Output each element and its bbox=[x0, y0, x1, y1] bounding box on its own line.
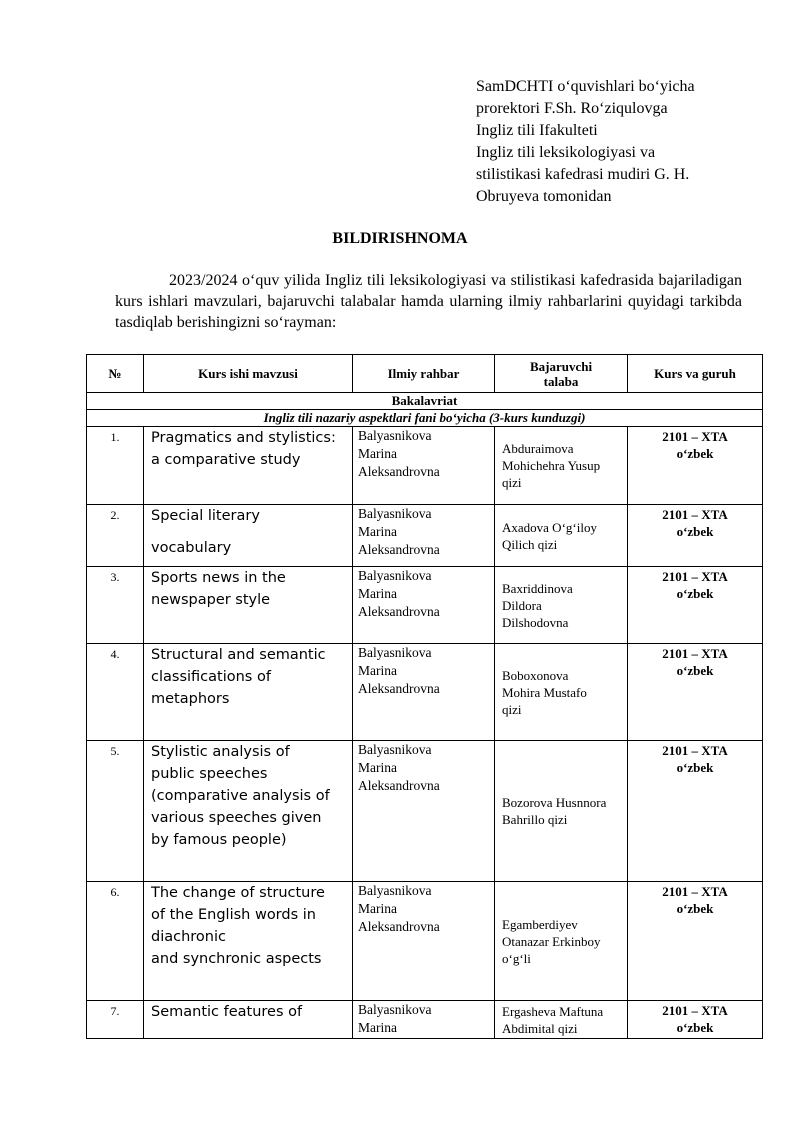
header-group: Kurs va guruh bbox=[628, 355, 763, 393]
student-line: Axadova O‘g‘iloy bbox=[502, 519, 597, 535]
topic-line: public speeches bbox=[151, 766, 268, 782]
student-line: Bahrillo qizi bbox=[502, 812, 568, 827]
row-number: 6. bbox=[87, 882, 144, 1001]
supervisor-cell bbox=[353, 427, 495, 505]
row-number: 1. bbox=[87, 427, 144, 505]
table-header-row bbox=[87, 355, 763, 393]
topic-line: a comparative study bbox=[151, 452, 301, 468]
topic-cell bbox=[144, 644, 353, 741]
topic-cell bbox=[144, 427, 353, 505]
supervisor-line: Balyasnikova bbox=[358, 645, 432, 660]
topic-line: Semantic features of bbox=[151, 1004, 303, 1020]
header-supervisor: Ilmiy rahbar bbox=[353, 355, 495, 393]
group-line: o‘zbek bbox=[676, 663, 714, 678]
section-row-level bbox=[87, 393, 763, 410]
group-cell bbox=[628, 1001, 763, 1039]
course-work-table bbox=[86, 354, 763, 1039]
supervisor-line: Aleksandrovna bbox=[358, 604, 440, 619]
student-line: Ergasheva Maftuna bbox=[502, 1003, 604, 1019]
supervisor-line: Balyasnikova bbox=[358, 506, 432, 521]
row-number: 2. bbox=[87, 505, 144, 567]
supervisor-line: Aleksandrovna bbox=[358, 919, 440, 934]
student-line: Dildora bbox=[502, 597, 542, 613]
supervisor-cell bbox=[353, 1001, 495, 1039]
student-cell bbox=[495, 567, 628, 644]
topic-line: and synchronic aspects bbox=[151, 951, 322, 967]
group-line: 2101 – XTA bbox=[662, 884, 728, 899]
topic-line: vocabulary bbox=[151, 540, 232, 556]
addressee-line: Ingliz tili Ifakulteti bbox=[476, 122, 598, 139]
table-row bbox=[87, 1001, 763, 1039]
addressee-line: SamDCHTI o‘quvishlari bo‘yicha bbox=[476, 78, 695, 95]
row-number: 7. bbox=[87, 1001, 144, 1039]
supervisor-cell bbox=[353, 741, 495, 882]
group-line: o‘zbek bbox=[676, 1020, 714, 1035]
supervisor-line: Marina bbox=[358, 760, 397, 775]
supervisor-line: Marina bbox=[358, 446, 397, 461]
supervisor-line: Aleksandrovna bbox=[358, 464, 440, 479]
student-cell bbox=[495, 882, 628, 1001]
supervisor-line: Aleksandrovna bbox=[358, 681, 440, 696]
group-cell bbox=[628, 505, 763, 567]
student-cell bbox=[495, 1001, 628, 1039]
student-line: Dilshodovna bbox=[502, 614, 569, 630]
supervisor-line: Marina bbox=[358, 586, 397, 601]
group-line: 2101 – XTA bbox=[662, 507, 728, 522]
topic-line: (comparative analysis of bbox=[151, 788, 330, 804]
group-cell bbox=[628, 741, 763, 882]
group-line: 2101 – XTA bbox=[662, 743, 728, 758]
topic-line: newspaper style bbox=[151, 592, 271, 608]
row-number: 3. bbox=[87, 567, 144, 644]
table-row bbox=[87, 427, 763, 505]
student-line: Boboxonova bbox=[502, 667, 569, 683]
table-row bbox=[87, 567, 763, 644]
supervisor-line: Aleksandrovna bbox=[358, 778, 440, 793]
student-line: Bozorova Husnnora bbox=[502, 795, 607, 810]
topic-line: metaphors bbox=[151, 691, 230, 707]
topic-cell bbox=[144, 882, 353, 1001]
addressee-line: Obruyeva tomonidan bbox=[476, 188, 612, 205]
student-line: Baxriddinova bbox=[502, 580, 573, 596]
supervisor-line: Balyasnikova bbox=[358, 428, 432, 443]
header-student bbox=[495, 355, 628, 393]
group-line: 2101 – XTA bbox=[662, 429, 728, 444]
student-cell bbox=[495, 741, 628, 882]
table-row bbox=[87, 505, 763, 567]
group-line: o‘zbek bbox=[676, 901, 714, 916]
table-row bbox=[87, 741, 763, 882]
topic-line: Stylistic analysis of bbox=[151, 744, 290, 760]
supervisor-line: Marina bbox=[358, 901, 397, 916]
topic-cell bbox=[144, 741, 353, 882]
table-row bbox=[87, 882, 763, 1001]
supervisor-line: Balyasnikova bbox=[358, 742, 432, 757]
student-cell bbox=[495, 505, 628, 567]
topic-line: The change of structure bbox=[151, 885, 325, 901]
supervisor-cell bbox=[353, 644, 495, 741]
group-cell bbox=[628, 427, 763, 505]
student-line: Mohichehra Yusup bbox=[502, 458, 601, 473]
student-cell bbox=[495, 644, 628, 741]
header-student-text: Bajaruvchi talaba bbox=[529, 358, 593, 389]
supervisor-cell bbox=[353, 882, 495, 1001]
supervisor-line: Marina bbox=[358, 1020, 397, 1035]
student-line: Otanazar Erkinboy bbox=[502, 933, 601, 949]
student-line: qizi bbox=[502, 475, 522, 490]
student-line: Abdimital qizi bbox=[502, 1020, 578, 1036]
supervisor-line: Balyasnikova bbox=[358, 1002, 432, 1017]
group-cell bbox=[628, 644, 763, 741]
topic-line: of the English words in bbox=[151, 907, 316, 923]
addressee-block bbox=[476, 76, 766, 208]
topic-line: Structural and semantic bbox=[151, 647, 326, 663]
supervisor-line: Marina bbox=[358, 524, 397, 539]
topic-line: by famous people) bbox=[151, 832, 287, 848]
supervisor-line: Balyasnikova bbox=[358, 883, 432, 898]
supervisor-line: Balyasnikova bbox=[358, 568, 432, 583]
table-row bbox=[87, 644, 763, 741]
document-title: BILDIRISHNOMA bbox=[332, 230, 468, 247]
header-number: № bbox=[87, 355, 144, 393]
group-cell bbox=[628, 882, 763, 1001]
section-row-subject bbox=[87, 410, 763, 427]
topic-line: diachronic bbox=[151, 929, 226, 945]
group-line: 2101 – XTA bbox=[662, 646, 728, 661]
student-line: o‘g‘li bbox=[502, 950, 531, 966]
section-subject: Ingliz tili nazariy aspektlari fani bo‘yicha (3-kurs kunduzgi) bbox=[87, 410, 763, 427]
section-level: Bakalavriat bbox=[87, 393, 763, 410]
group-line: 2101 – XTA bbox=[662, 569, 728, 584]
topic-cell bbox=[144, 567, 353, 644]
group-line: o‘zbek bbox=[676, 586, 714, 601]
supervisor-line: Marina bbox=[358, 663, 397, 678]
header-topic: Kurs ishi mavzusi bbox=[144, 355, 353, 393]
student-line: Egamberdiyev bbox=[502, 916, 578, 932]
topic-line: various speeches given bbox=[151, 810, 322, 826]
student-line: qizi bbox=[502, 701, 522, 717]
addressee-line: prorektori F.Sh. Ro‘ziqulovga bbox=[476, 100, 668, 117]
topic-line: Pragmatics and stylistics: bbox=[151, 430, 336, 446]
topic-cell bbox=[144, 1001, 353, 1039]
student-line: Mohira Mustafo bbox=[502, 684, 587, 700]
group-line: o‘zbek bbox=[676, 446, 714, 461]
group-line: o‘zbek bbox=[676, 524, 714, 539]
addressee-line: stilistikasi kafedrasi mudiri G. H. bbox=[476, 166, 690, 183]
group-cell bbox=[628, 567, 763, 644]
group-line: 2101 – XTA bbox=[662, 1003, 728, 1018]
supervisor-line: Aleksandrovna bbox=[358, 542, 440, 557]
student-line: Abduraimova bbox=[502, 441, 574, 456]
topic-line: Special literary bbox=[151, 508, 260, 524]
addressee-line: Ingliz tili leksikologiyasi va bbox=[476, 144, 656, 161]
row-number: 4. bbox=[87, 644, 144, 741]
group-line: o‘zbek bbox=[676, 760, 714, 775]
supervisor-cell bbox=[353, 567, 495, 644]
topic-line: Sports news in the bbox=[151, 570, 286, 586]
intro-paragraph: 2023/2024 o‘quv yilida Ingliz tili leksikologiyasi va stilistikasi kafedrasida bajariladigan kurs ishlari mavzulari, bajaruvchi talabalar hamda ularning ilmiy rahbarlarini quyidagi tarkibda tasdiqlab berishingizni so‘rayman: bbox=[115, 272, 742, 331]
student-line: Qilich qizi bbox=[502, 536, 558, 552]
topic-cell bbox=[144, 505, 353, 567]
student-cell bbox=[495, 427, 628, 505]
row-number: 5. bbox=[87, 741, 144, 882]
topic-line: classifications of bbox=[151, 669, 271, 685]
supervisor-cell bbox=[353, 505, 495, 567]
